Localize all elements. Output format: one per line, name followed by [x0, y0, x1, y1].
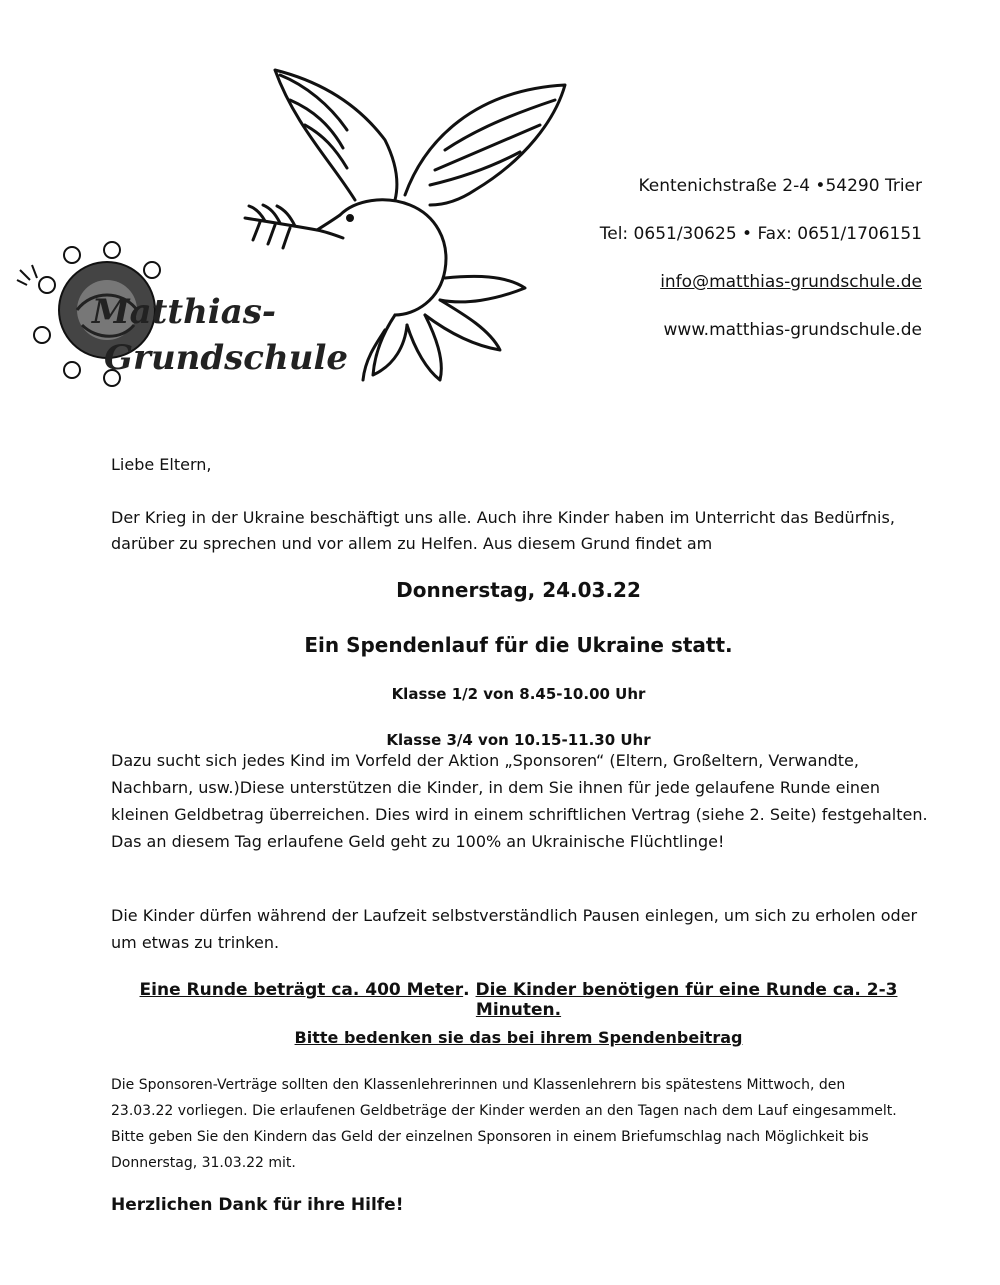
round-distance: Eine Runde beträgt ca. 400 Meter	[139, 980, 464, 1000]
contracts-line: Die Sponsoren-Verträge sollten den Klassenlehrerinnen und Klassenlehrern bis spätestens Mittwoch, den	[111, 1077, 846, 1093]
logo-text-line2: Grundschule	[104, 338, 348, 378]
address: Kentenichstraße 2-4 •54290 Trier	[638, 176, 922, 196]
logo-text-line1: Matthias-	[92, 292, 276, 332]
sponsor-paragraph	[111, 747, 931, 855]
sponsor-line: Dazu sucht sich jedes Kind im Vorfeld der Aktion „Sponsoren“ (Eltern, Großeltern, Verwandte,	[111, 751, 859, 770]
round-duration: Die Kinder benötigen für eine Runde ca. 2-3 Minuten.	[475, 980, 898, 1020]
contracts-line: 23.03.22 vorliegen. Die erlaufenen Geldbeträge der Kinder werden an den Tagen nach dem Lauf eingesammelt.	[111, 1103, 897, 1119]
closing-thanks: Herzlichen Dank für ihre Hilfe!	[111, 1195, 404, 1215]
sponsor-line: kleinen Geldbetrag überreichen. Dies wird in einem schriftlichen Vertrag (siehe 2. Seite) festgehalten.	[111, 805, 928, 824]
sponsor-line: Nachbarn, usw.)Diese unterstützen die Kinder, in dem Sie ihnen für jede gelaufene Runde einen	[111, 778, 881, 797]
greeting: Liebe Eltern,	[111, 455, 212, 474]
intro-paragraph	[111, 505, 931, 557]
contracts-paragraph	[111, 1072, 931, 1176]
contact-block	[600, 172, 922, 364]
phone-fax: Tel: 0651/30625 • Fax: 0651/1706151	[599, 224, 922, 244]
pause-line: um etwas zu trinken.	[111, 933, 280, 952]
sponsor-line: Das an diesem Tag erlaufene Geld geht zu 100% an Ukrainische Flüchtlinge!	[111, 832, 725, 851]
email-link[interactable]: info@matthias-grundschule.de	[660, 272, 922, 292]
pause-paragraph	[111, 902, 931, 956]
round-info	[111, 980, 926, 1020]
event-date: Donnerstag, 24.03.22	[396, 578, 641, 602]
pause-line: Die Kinder dürfen während der Laufzeit selbstverständlich Pausen einlegen, um sich zu erholen oder	[111, 906, 918, 925]
intro-line: darüber zu sprechen und vor allem zu Helfen. Aus diesem Grund findet am	[111, 534, 713, 553]
donation-reminder: Bitte bedenken sie das bei ihrem Spendenbeitrag	[294, 1028, 743, 1047]
schedule-class-1-2: Klasse 1/2 von 8.45-10.00 Uhr	[391, 685, 646, 703]
schedule-class-3-4: Klasse 3/4 von 10.15-11.30 Uhr	[386, 731, 651, 749]
intro-line: Der Krieg in der Ukraine beschäftigt uns alle. Auch ihre Kinder haben im Unterricht das Bedürfnis,	[111, 508, 895, 527]
contracts-line: Bitte geben Sie den Kindern das Geld der einzelnen Sponsoren in einem Briefumschlag nach Möglichkeit bis	[111, 1129, 869, 1145]
website-link[interactable]: www.matthias-grundschule.de	[663, 320, 922, 340]
contracts-line: Donnerstag, 31.03.22 mit.	[111, 1155, 296, 1171]
round-separator: .	[463, 980, 476, 1000]
event-title: Ein Spendenlauf für die Ukraine statt.	[304, 633, 733, 657]
